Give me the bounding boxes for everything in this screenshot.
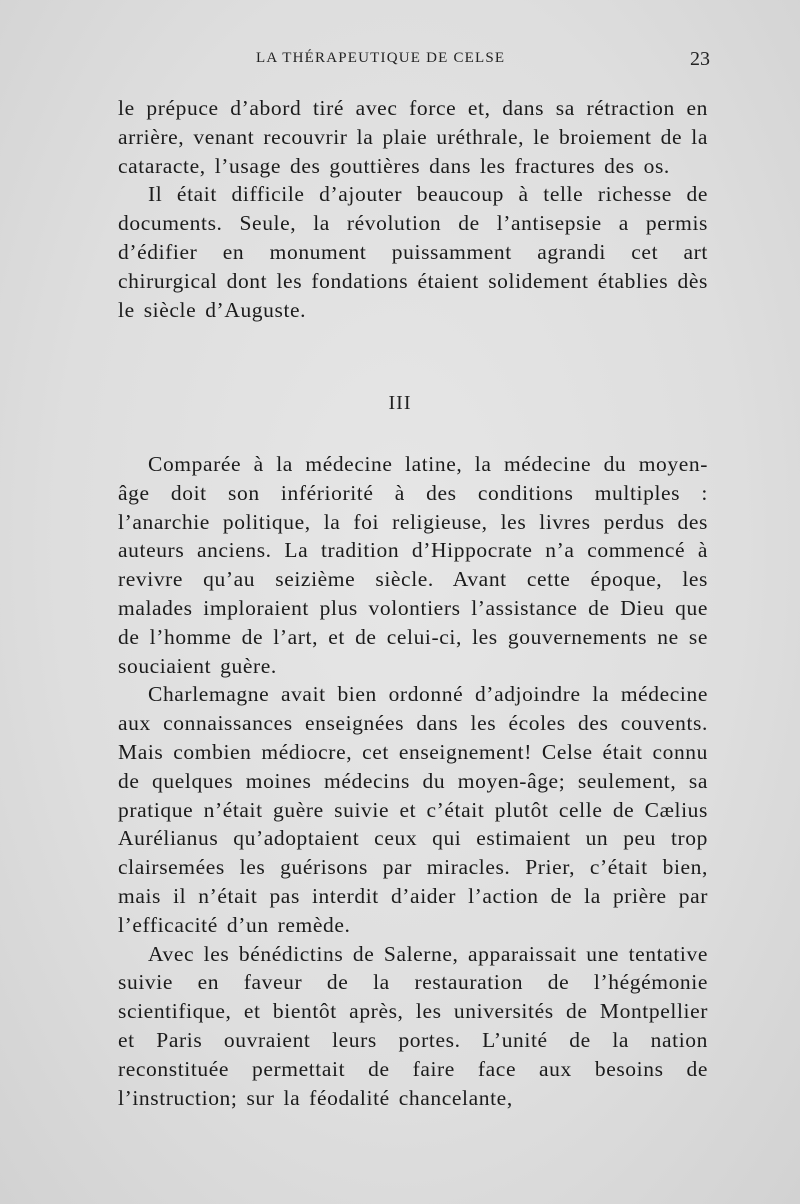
text-block-section (118, 450, 708, 1112)
text-block-top (118, 94, 708, 324)
page-header (120, 48, 710, 72)
page-number: 23 (690, 48, 710, 70)
running-head: LA THÉRAPEUTIQUE DE CELSE (256, 50, 506, 66)
paragraph-continued: le prépuce d’abord tiré avec force et, dans sa rétraction en arrière, venant recouvrir la plaie uréthrale, le broiement de la cataracte, l’usage des gouttières dans les fractures des os. (118, 96, 708, 178)
paragraph: Charlemagne avait bien ordonné d’adjoindre la médecine aux connaissances enseignées dans les écoles des couvents. Mais combien médiocre, cet enseignement! Celse était connu de quelques moines médecins du moyen-âge; seulement, sa pratique n’était guère suivie et c’était plutôt celle de Cælius Aurélianus qu’adoptaient ceux qui estimaient un peu trop clairsemées les guérisons par miracles. Prier, c’était bien, mais il n’était pas interdit d’aider l’action de la prière par l’efficacité d’un remède. (118, 682, 708, 937)
paragraph: Avec les bénédictins de Salerne, apparaissait une tentative suivie en faveur de la restauration de l’hégémonie scientifique, et bientôt après, les universités de Montpellier et Paris ouvraient leurs portes. L’unité de la nation reconstituée permettait de faire face aux besoins de l’instruction; sur la féodalité chancelante, (118, 941, 708, 1110)
paragraph: Il était difficile d’ajouter beaucoup à telle richesse de documents. Seule, la révolution de l’antisepsie a permis d’édifier en monument puissamment agrandi cet art chirurgical dont les fondations étaient solidement établies dès le siècle d’Auguste. (118, 182, 708, 322)
paragraph: Comparée à la médecine latine, la médecine du moyen-âge doit son infériorité à des conditions multiples : l’anarchie politique, la foi religieuse, les livres perdus des auteurs anciens. La tradition d’Hippocrate n’a commencé à revivre qu’au seizième siècle. Avant cette époque, les malades imploraient plus volontiers l’assistance de Dieu que de l’homme de l’art, et de celui-ci, les gouvernements ne se souciaient guère. (118, 452, 708, 678)
section-number: III (388, 392, 412, 414)
